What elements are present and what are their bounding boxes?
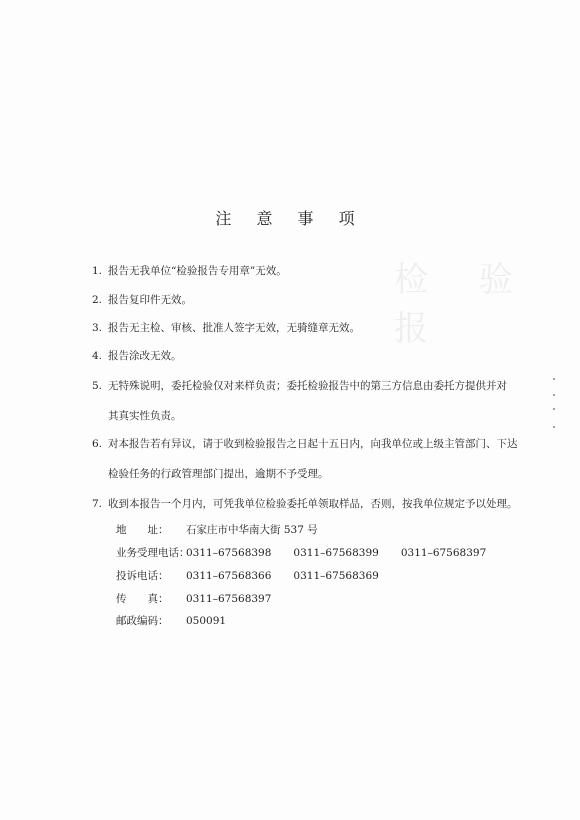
notice-item-7 <box>92 489 532 519</box>
item-number: 6. <box>92 438 103 450</box>
notice-item-4 <box>92 341 532 371</box>
item-text: 收到本报告一个月内，可凭我单位检验委托单领取样品，否则，按我单位规定予以处理。 <box>108 498 518 510</box>
notice-item-3 <box>92 313 532 343</box>
notice-item-2 <box>92 285 532 315</box>
page-title: 注 意 事 项 <box>215 209 365 228</box>
notice-item-1 <box>92 256 532 286</box>
item-text: 对本报告若有异议，请于收到检验报告之日起十五日内，向我单位或上级主管部门、下达 <box>108 438 518 450</box>
business-phone-1: 0311–67568398 <box>186 547 272 559</box>
item-number: 3. <box>92 322 103 334</box>
scan-speck <box>553 378 555 380</box>
item-text: 报告复印件无效。 <box>108 294 192 306</box>
scan-speck <box>553 426 555 428</box>
item-number: 4. <box>92 350 103 362</box>
contact-business-phone-row <box>116 541 508 565</box>
item-number: 1. <box>92 265 103 277</box>
contact-complaint-phone-row <box>116 564 401 588</box>
item-number: 7. <box>92 498 103 510</box>
business-phone-label: 业务受理电话： <box>116 547 190 559</box>
address-value: 石家庄市中华南大街 537 号 <box>186 524 318 536</box>
complaint-phone-2: 0311–67568369 <box>293 570 379 582</box>
business-phone-2: 0311–67568399 <box>293 547 379 559</box>
fax-value: 0311–67568397 <box>186 593 272 605</box>
contact-address-row <box>116 518 340 542</box>
fax-label: 传 真： <box>116 593 169 605</box>
notice-item-5-continued: 其真实性负责。 <box>108 410 182 422</box>
notice-item-6 <box>92 429 532 459</box>
address-label: 地 址： <box>116 524 169 536</box>
scan-speck <box>553 408 555 410</box>
item-text: 无特殊说明，委托检验仅对来样负责；委托检验报告中的第三方信息由委托方提供并对 <box>108 380 507 392</box>
complaint-phone-1: 0311–67568366 <box>186 570 272 582</box>
item-text: 报告涂改无效。 <box>108 350 182 362</box>
contact-fax-row <box>116 587 293 611</box>
item-text: 报告无我单位“检验报告专用章”无效。 <box>108 265 287 277</box>
scan-speck <box>553 394 555 396</box>
background-watermark: 检 验 报 <box>394 260 533 349</box>
item-number: 5. <box>92 380 103 392</box>
postcode-label: 邮政编码： <box>116 615 169 627</box>
postcode-value: 050091 <box>186 615 227 627</box>
business-phone-3: 0311–67568397 <box>400 547 487 559</box>
contact-postcode-row <box>116 609 248 633</box>
notice-item-5 <box>92 371 532 401</box>
complaint-phone-label: 投诉电话： <box>116 570 169 582</box>
notice-item-6-continued: 检验任务的行政管理部门提出，逾期不予受理。 <box>108 468 329 480</box>
item-text: 报告无主检、审核、批准人签字无效，无骑缝章无效。 <box>108 322 360 334</box>
item-number: 2. <box>92 294 103 306</box>
